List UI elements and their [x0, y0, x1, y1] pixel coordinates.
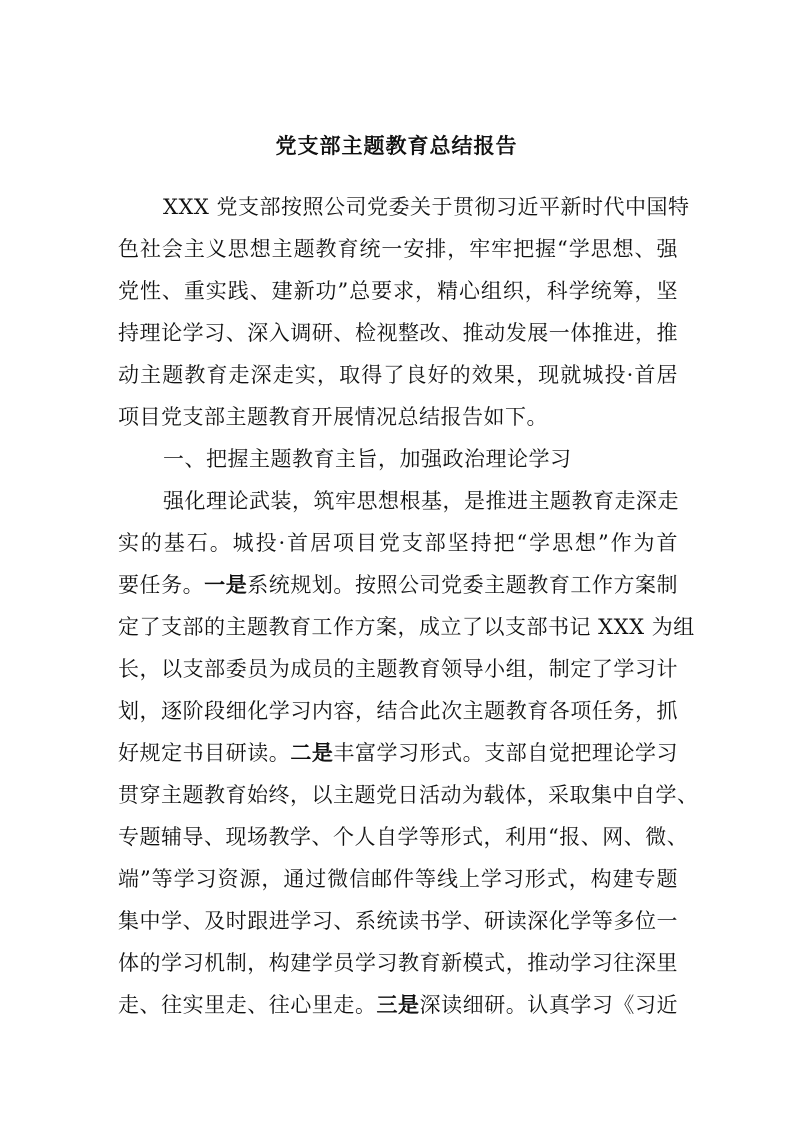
line-text: 好规定书目研读。: [118, 741, 291, 765]
document-title: 党支部主题教育总结报告: [275, 133, 518, 158]
paragraph-line: 定了支部的主题教育工作方案，成立了以支部书记 XXX 为组: [118, 615, 695, 639]
bold-marker-two: 二是: [290, 740, 334, 765]
paragraph-line: 集中学、及时跟进学习、系统读书学、研读深化学等多位一: [118, 909, 678, 933]
paragraph-line: 项目党支部主题教育开展情况总结报告如下。: [118, 405, 548, 429]
section-heading: 一、把握主题教育主旨，加强政治理论学习: [163, 447, 572, 471]
paragraph-line: 专题辅导、现场教学、个人自学等形式，利用“报、网、微、: [118, 825, 689, 849]
paragraph-line: 长，以支部委员为成员的主题教育领导小组，制定了学习计: [118, 657, 678, 681]
paragraph-line: 党性、重实践、建新功”总要求，精心组织，科学统筹，坚: [118, 279, 678, 303]
paragraph-line: [118, 734, 678, 772]
paragraph-line: 贯穿主题教育始终，以主题党日活动为载体，采取集中自学、: [118, 783, 699, 807]
bold-marker-one: 一是: [204, 572, 248, 597]
bold-marker-three: 三是: [376, 992, 420, 1017]
paragraph-line: 色社会主义思想主题教育统一安排，牢牢把握“学思想、强: [118, 237, 678, 261]
paragraph-line: 持理论学习、深入调研、检视整改、推动发展一体推进，推: [118, 321, 678, 345]
line-text: 要任务。: [118, 573, 205, 597]
paragraph-line: 强化理论武装，筑牢思想根基，是推进主题教育走深走: [163, 489, 679, 513]
paragraph-line: 动主题教育走深走实，取得了良好的效果，现就城投·首居: [118, 363, 678, 387]
paragraph-line: XXX 党支部按照公司党委关于贯彻习近平新时代中国特: [163, 195, 690, 219]
paragraph-line: 端”等学习资源，通过微信邮件等线上学习形式，构建专题: [118, 867, 678, 891]
paragraph-line: 实的基石。城投·首居项目党支部坚持把“学思想”作为首: [118, 531, 678, 555]
line-text: 深读细研。认真学习《习近: [419, 993, 679, 1017]
paragraph-line: [118, 566, 678, 604]
line-text: 丰富学习形式。支部自觉把理论学习: [333, 741, 679, 765]
paragraph-line: 体的学习机制，构建学员学习教育新模式，推动学习往深里: [118, 951, 678, 975]
paragraph-line: 划，逐阶段细化学习内容，结合此次主题教育各项任务，抓: [118, 699, 678, 723]
line-text: 系统规划。按照公司党委主题教育工作方案制: [247, 573, 679, 597]
paragraph-line: [118, 986, 678, 1024]
line-text: 走、往实里走、往心里走。: [118, 993, 377, 1017]
